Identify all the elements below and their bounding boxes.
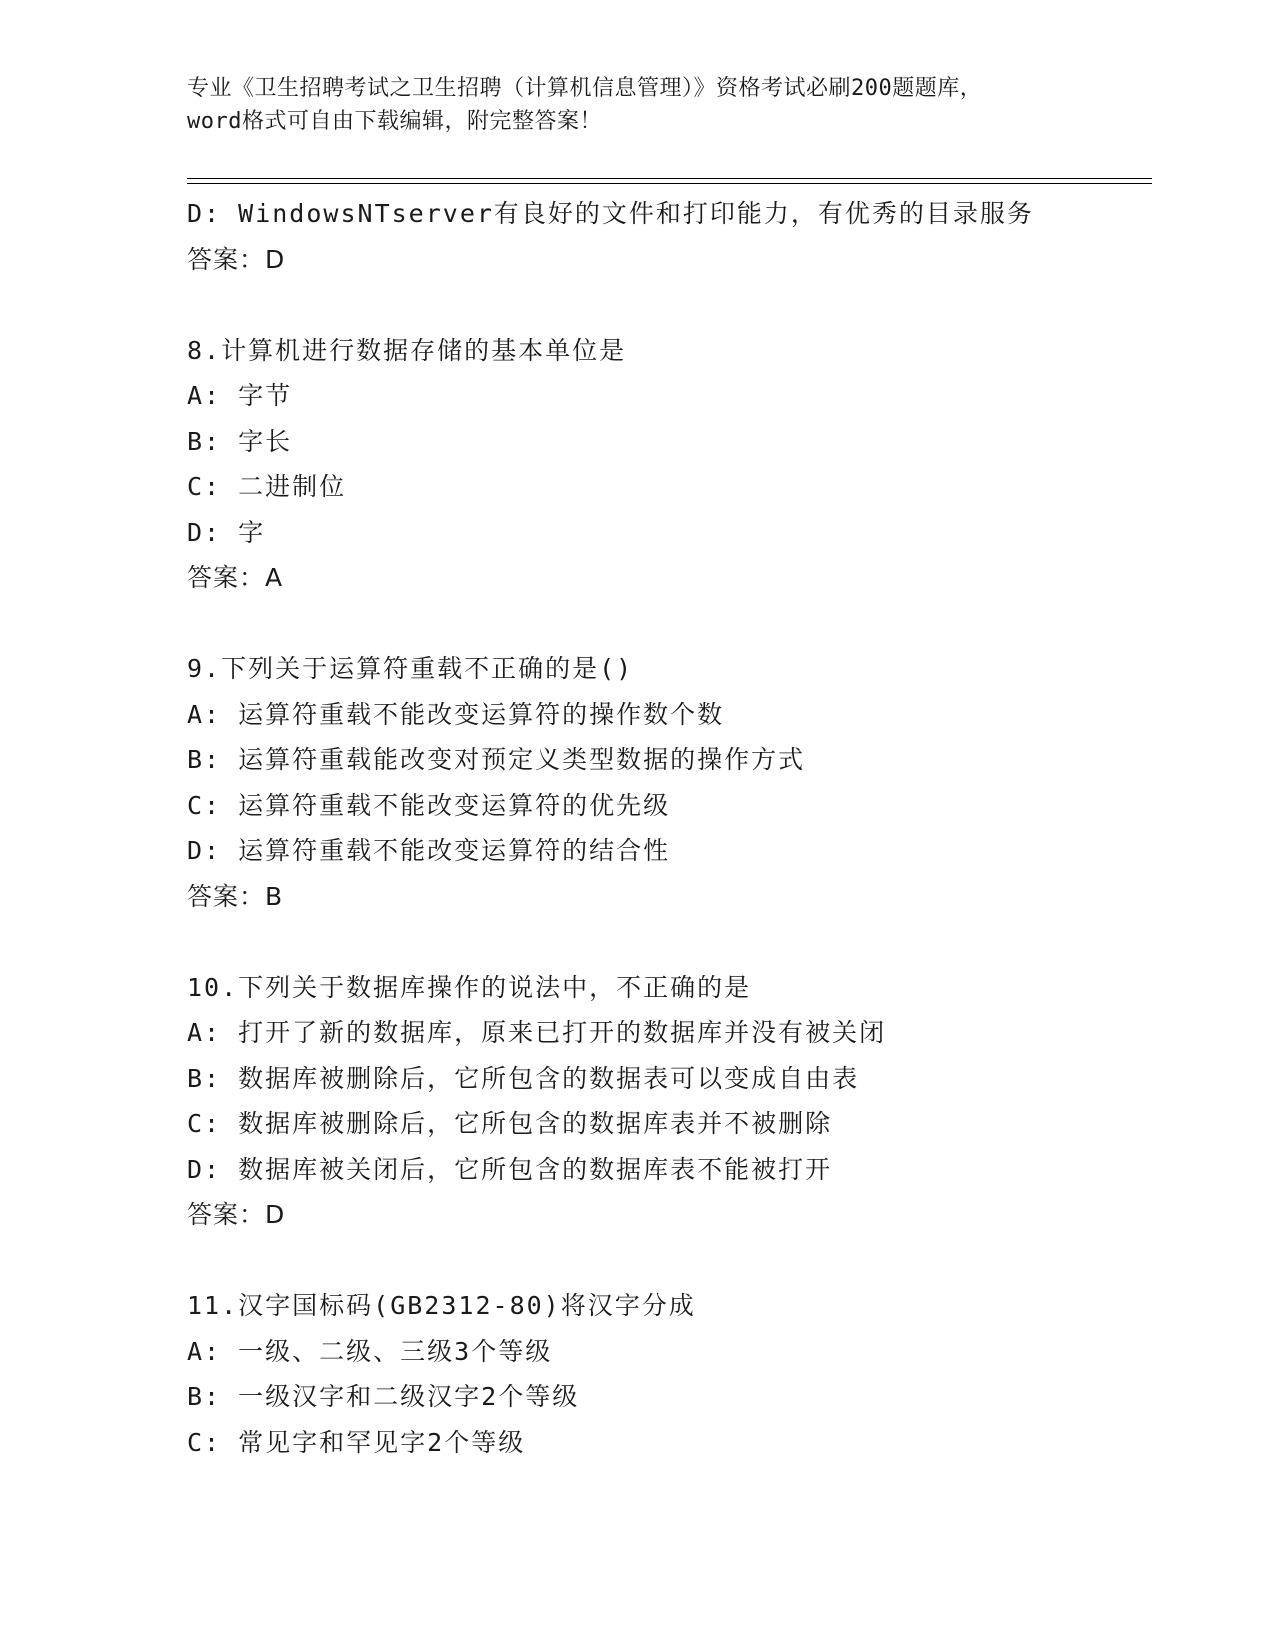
option-d: D: 字 [187, 517, 266, 547]
header-divider-bottom [187, 183, 1152, 184]
option-a: A: 字节 [187, 381, 293, 410]
option-a: A: 运算符重载不能改变运算符的操作数个数 [187, 699, 725, 729]
option-b: B: 运算符重载能改变对预定义类型数据的操作方式 [187, 745, 806, 774]
option-d: D: WindowsNTserver有良好的文件和打印能力，有优秀的目录服务 [187, 199, 1034, 228]
answer-line: 答案：B [187, 881, 284, 911]
answer-line: 答案：D [187, 1200, 286, 1229]
question-stem: 11.汉字国标码(GB2312-80)将汉字分成 [187, 1291, 696, 1320]
option-a: A: 打开了新的数据库，原来已打开的数据库并没有被关闭 [187, 1018, 887, 1047]
option-c: C: 常见字和罕见字2个等级 [187, 1427, 526, 1457]
question-stem: 8.计算机进行数据存储的基本单位是 [187, 335, 627, 365]
option-c: C: 二进制位 [187, 472, 347, 501]
header-divider-top [187, 178, 1152, 179]
option-d: D: 运算符重载不能改变运算符的结合性 [187, 836, 671, 865]
answer-line: 答案：A [187, 563, 284, 592]
option-c: C: 数据库被删除后，它所包含的数据库表并不被删除 [187, 1109, 833, 1138]
document-header [187, 72, 1097, 138]
option-c: C: 运算符重载不能改变运算符的优先级 [187, 790, 671, 820]
option-d: D: 数据库被关闭后，它所包含的数据库表不能被打开 [187, 1154, 833, 1184]
header-line-2: word格式可自由下载编辑，附完整答案！ [187, 109, 602, 134]
option-b: B: 一级汉字和二级汉字2个等级 [187, 1382, 580, 1411]
option-b: B: 数据库被删除后，它所包含的数据表可以变成自由表 [187, 1063, 860, 1093]
option-b: B: 字长 [187, 426, 293, 456]
option-a: A: 一级、二级、三级3个等级 [187, 1336, 553, 1366]
answer-line: 答案：D [187, 244, 286, 274]
question-list [187, 191, 1187, 1465]
question-stem: 10.下列关于数据库操作的说法中，不正确的是 [187, 972, 752, 1002]
question-stem: 9.下列关于运算符重载不正确的是() [187, 654, 634, 683]
header-line-1: 专业《卫生招聘考试之卫生招聘（计算机信息管理）》资格考试必刷200题题库， [187, 76, 983, 101]
